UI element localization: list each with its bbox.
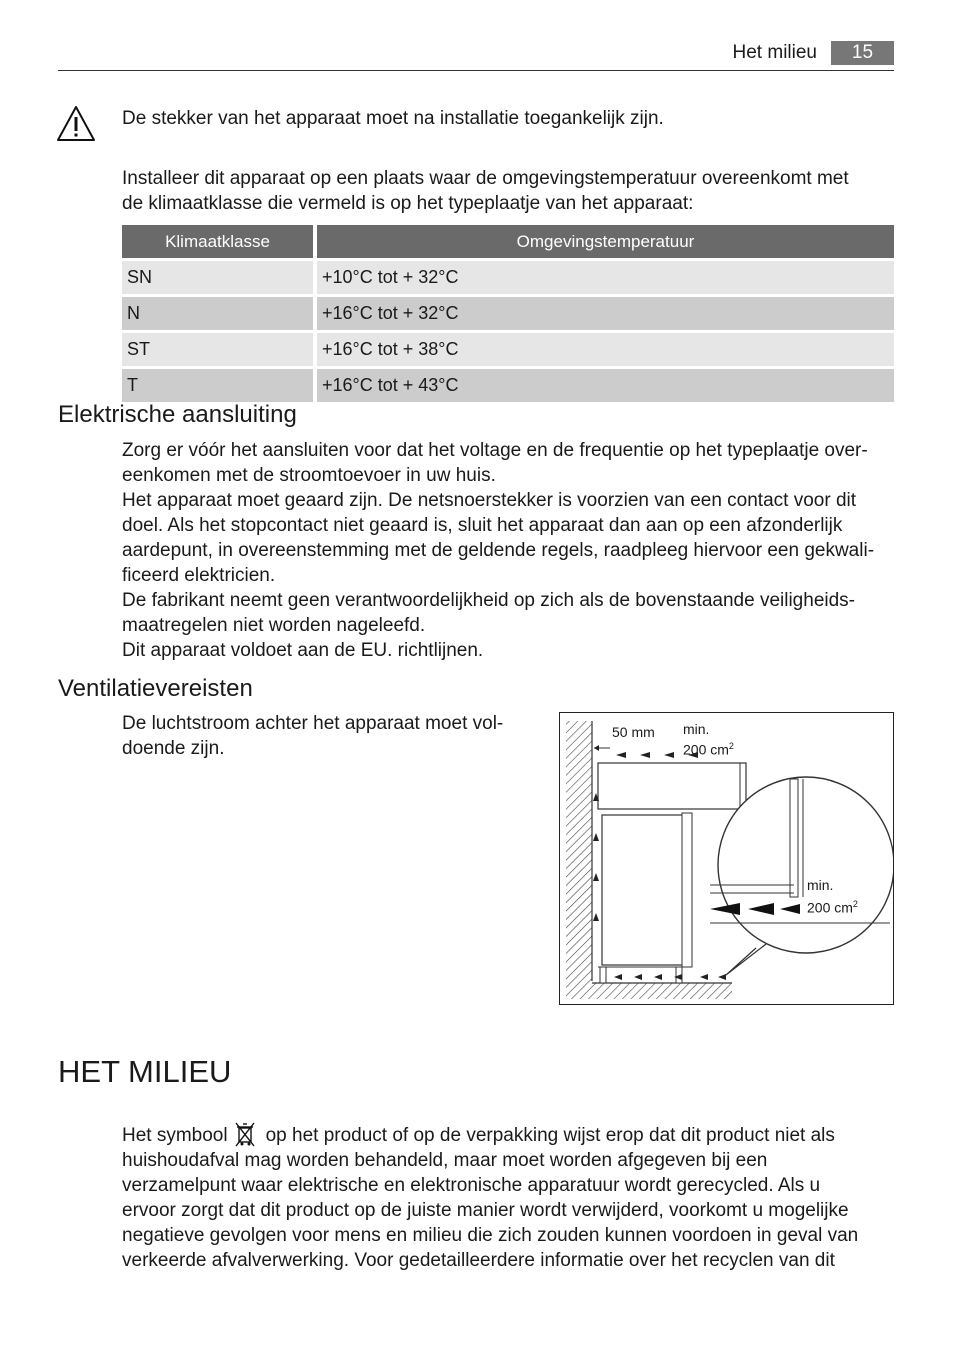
table-cell-temperature: +10°C tot + 32°C xyxy=(317,261,894,294)
table-row xyxy=(122,297,894,330)
text-line: De luchtstroom achter het apparaat moet vol- xyxy=(122,713,504,734)
table-cell-temperature: +16°C tot + 32°C xyxy=(317,297,894,330)
bottom-area-label: 200 $cm^2$ xyxy=(807,899,858,916)
heading-ventilation: Ventilatievereisten xyxy=(58,675,253,702)
ventilation-diagram xyxy=(559,712,894,1005)
text-line: Zorg er vóór het aansluiten voor dat het voltage en de frequentie op het typeplaatje over- xyxy=(122,440,868,461)
install-intro xyxy=(122,166,849,216)
upper-cabinet xyxy=(598,763,746,809)
text-line: verzamelpunt waar elektrische en elektronische apparatuur wordt gerecycled. Als u xyxy=(122,1175,821,1196)
table-cell-temperature: +16°C tot + 38°C xyxy=(317,333,894,366)
text-line: doende zijn. xyxy=(122,738,225,759)
table-row xyxy=(122,333,894,366)
column-header-temperature: Omgevingstemperatuur xyxy=(317,225,894,258)
table-header-row xyxy=(122,225,894,258)
ventilation-text xyxy=(122,711,503,761)
table-cell-class: ST xyxy=(122,333,313,366)
symbol-line-rest: op het product of op de verpakking wijst erop dat dit product niet als xyxy=(265,1125,835,1146)
gap-label: 50 mm xyxy=(612,724,655,740)
text-line: negatieve gevolgen voor mens en milieu die zich zouden kunnen voordoen in geval van xyxy=(122,1225,859,1246)
text-line: eenkomen met de stroomtoevoer in uw huis. xyxy=(122,465,496,486)
text-line: maatregelen niet worden nageleefd. xyxy=(122,615,426,636)
environment-text xyxy=(122,1121,912,1273)
chapter-heading-environment: HET MILIEU xyxy=(58,1054,232,1089)
header-rule xyxy=(58,70,894,71)
bottom-min-label: min. xyxy=(807,877,834,893)
text-line: Dit apparaat voldoet aan de EU. richtlijnen. xyxy=(122,640,484,661)
text-line: ervoor zorgt dat dit product op de juiste manier wordt verwijderd, voorkomt u mogelijke xyxy=(122,1200,849,1221)
wall-hatch xyxy=(566,721,592,999)
table-cell-temperature: +16°C tot + 43°C xyxy=(317,369,894,402)
climate-class-table xyxy=(122,222,894,405)
symbol-intro: Het symbool xyxy=(122,1125,228,1146)
top-area-label: 200 $cm^2$ xyxy=(683,741,734,758)
magnifier-circle xyxy=(718,777,893,953)
top-min-label: min. xyxy=(683,721,710,737)
install-intro-line: de klimaatklasse die vermeld is op het typeplaatje van het apparaat: xyxy=(122,193,694,214)
table-cell-class: SN xyxy=(122,261,313,294)
warning-triangle-icon xyxy=(56,105,96,143)
text-line: verkeerde afvalverwerking. Voor gedetailleerdere informatie over het recyclen van dit xyxy=(122,1250,835,1271)
electrical-text xyxy=(122,438,902,663)
table-cell-class: T xyxy=(122,369,313,402)
table-cell-class: N xyxy=(122,297,313,330)
running-header-title: Het milieu xyxy=(732,42,817,63)
install-intro-line: Installeer dit apparaat op een plaats waar de omgevingstemperatuur overeenkomt met xyxy=(122,168,849,189)
page-number: 15 xyxy=(831,41,894,65)
text-line: huishoudafval mag worden behandeld, maar moet worden afgegeven bij een xyxy=(122,1150,768,1171)
text-line xyxy=(122,1121,912,1148)
heading-electrical: Elektrische aansluiting xyxy=(58,401,297,428)
text-line: doel. Als het stopcontact niet geaard is, sluit het apparaat dan aan op een afzonderlijk xyxy=(122,515,843,536)
text-line: ficeerd elektricien. xyxy=(122,565,276,586)
text-line: De fabrikant neemt geen verantwoordelijkheid op zich als de bovenstaande veiligheids- xyxy=(122,590,856,611)
warning-text: De stekker van het apparaat moet na installatie toegankelijk zijn. xyxy=(122,108,664,129)
crossed-out-bin-icon xyxy=(234,1121,256,1147)
text-line: Het apparaat moet geaard zijn. De netsnoerstekker is voorzien van een contact voor dit xyxy=(122,490,857,511)
table-row xyxy=(122,261,894,294)
column-header-class: Klimaatklasse xyxy=(122,225,313,258)
fridge-body xyxy=(602,815,690,965)
floor-hatch xyxy=(592,983,732,999)
table-row xyxy=(122,369,894,402)
text-line: aardepunt, in overeenstemming met de geldende regels, raadpleeg hiervoor een gekwali- xyxy=(122,540,875,561)
